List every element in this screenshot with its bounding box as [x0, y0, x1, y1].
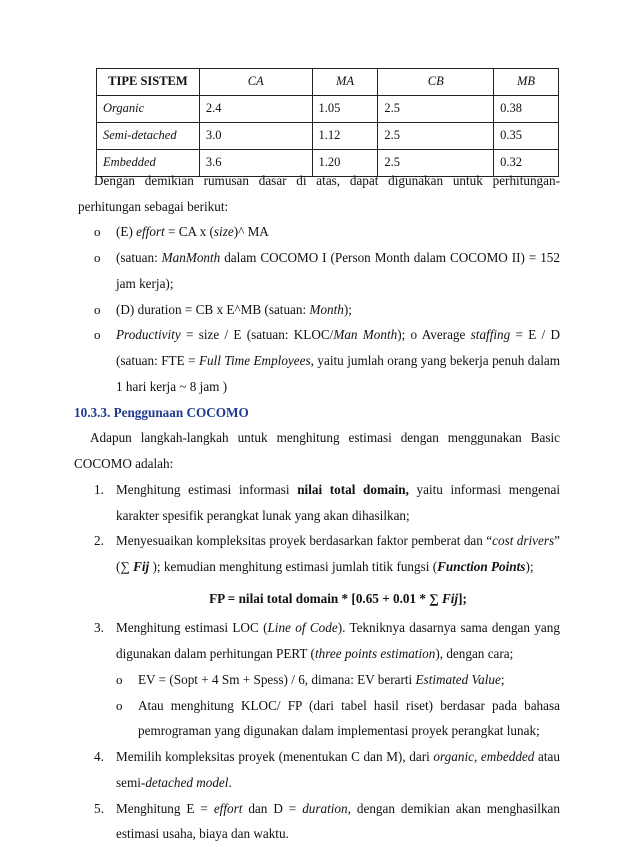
- list-item: o (D) duration = CB x E^MB (satuan: Month);: [78, 297, 560, 323]
- loc-sub-list: [116, 667, 560, 744]
- cocomo-constants-table: [96, 68, 559, 177]
- table-cell: Organic: [97, 96, 200, 123]
- list-item: 5. Menghitung E = effort dan D = duration, dengan demikian akan menghasilkan estimasi usaha, biaya dan waktu.: [78, 796, 560, 847]
- list-item: o EV = (Sopt + 4 Sm + Spess) / 6, dimana: EV berarti Estimated Value;: [116, 667, 560, 693]
- table-cell: 2.5: [378, 123, 494, 150]
- section-title: Penggunaan COCOMO: [113, 404, 249, 420]
- section-heading: [74, 400, 560, 426]
- step-number: 5.: [94, 800, 104, 816]
- header-mb: MB: [494, 69, 559, 96]
- step-number: 2.: [94, 533, 104, 549]
- table-cell: Embedded: [97, 150, 200, 177]
- table-cell: 3.0: [199, 123, 312, 150]
- table-cell: 0.38: [494, 96, 559, 123]
- table-cell: 3.6: [199, 150, 312, 177]
- table-row: [97, 96, 559, 123]
- table-cell: 2.4: [199, 96, 312, 123]
- table-cell: 2.5: [378, 96, 494, 123]
- step-number: 4.: [94, 749, 104, 765]
- list-item: 3. Menghitung estimasi LOC (Line of Code). Tekniknya dasarnya sama dengan yang digunakan dalam perhitungan PERT (three points estimation), dengan cara; o EV = (Sopt + 4 Sm + Spess) / 6, dimana: EV berarti Estimated Value; o Atau menghitung KLOC/ FP (dari tabel hasil riset) berdasar pada bahasa pemrograman yang digunakan dalam implementasi proyek perangkat lunak;: [78, 615, 560, 744]
- list-item: 2. Menyesuaikan kompleksitas proyek berdasarkan faktor pemberat dan “cost drivers” (∑ Fij ); kemudian menghitung estimasi jumlah titik fungsi (Function Points); FP = nilai total domain * [0.65 + 0.01 * ∑ Fij];: [78, 528, 560, 615]
- list-item: 4. Memilih kompleksitas proyek (menentukan C dan M), dari organic, embedded atau semi-detached model.: [78, 744, 560, 795]
- intro-paragraph: Dengan demikian rumusan dasar di atas, dapat digunakan untuk perhitungan-perhitungan sebagai berikut:: [78, 173, 560, 214]
- table-cell: 1.05: [312, 96, 378, 123]
- step-number: 3.: [94, 620, 104, 636]
- list-item: o Productivity = size / E (satuan: KLOC/Man Month); o Average staffing = E / D (satuan: FTE = Full Time Employees, yaitu jumlah orang yang bekerja penuh dalam 1 hari kerja ~ 8 jam ): [78, 322, 560, 399]
- table-cell: Semi-detached: [97, 123, 200, 150]
- section-number: 10.3.3.: [74, 404, 111, 420]
- list-item: o Atau menghitung KLOC/ FP (dari tabel hasil riset) berdasar pada bahasa pemrograman yang digunakan dalam implementasi proyek perangkat lunak;: [116, 693, 560, 744]
- table-cell: 0.35: [494, 123, 559, 150]
- function-points-formula: FP = nilai total domain * [0.65 + 0.01 * ∑ Fij];: [209, 590, 467, 606]
- list-item: o (E) effort = CA x (size)^ MA: [78, 219, 560, 245]
- table-cell: 2.5: [378, 150, 494, 177]
- header-ca: CA: [199, 69, 312, 96]
- table-cell: 0.32: [494, 150, 559, 177]
- list-item: 1. Menghitung estimasi informasi nilai total domain, yaitu informasi mengenai karakter spesifik perangkat lunak yang akan dihasilkan;: [78, 477, 560, 528]
- header-tipe-sistem: TIPE SISTEM: [97, 69, 200, 96]
- table-header-row: [97, 69, 559, 96]
- list-item: o (satuan: ManMonth dalam COCOMO I (Person Month dalam COCOMO II) = 152 jam kerja);: [78, 245, 560, 296]
- steps-list: [78, 477, 560, 847]
- table-row: [97, 123, 559, 150]
- header-cb: CB: [378, 69, 494, 96]
- section-intro-paragraph: Adapun langkah-langkah untuk menghitung estimasi dengan menggunakan Basic COCOMO adalah:: [74, 430, 560, 472]
- table-cell: 1.20: [312, 150, 378, 177]
- header-ma: MA: [312, 69, 378, 96]
- table-cell: 1.12: [312, 123, 378, 150]
- formula-bullet-list: [78, 219, 560, 399]
- step-number: 1.: [94, 481, 104, 497]
- body-text: [74, 168, 561, 847]
